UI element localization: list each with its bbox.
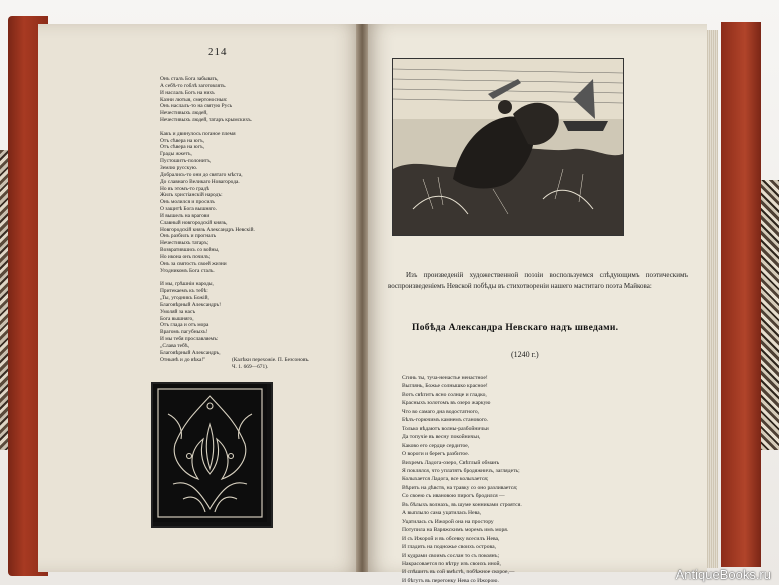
poem-line: Благовѣрный Александръ, — [160, 349, 221, 356]
poem-line: Но въ этомъ-то градѣ — [160, 185, 209, 192]
poem-line: О защитѣ Бога вышняго. — [160, 206, 217, 213]
poem-line: „Ты, угодникъ Божій, — [160, 295, 209, 301]
poem-line: Вотъ свѣтитъ ясно солнце и гладко, — [402, 391, 487, 398]
poem-line: Благовѣрный Александръ! — [160, 301, 222, 308]
poem-line: Но икона онъ почилъ; — [160, 253, 211, 260]
poem-line: О вороги и берегъ разбитое. — [402, 451, 470, 458]
poem-line: А себѣ-то гоблѣ заготовлять. — [160, 82, 227, 89]
watermark: AntiqueBooks.ru — [675, 567, 771, 582]
caption-line: Ч. 1. 669—671). — [232, 364, 269, 370]
battle-scene-icon — [393, 59, 623, 235]
poem-line: Новгородскій князь Александръ Невскій. — [160, 226, 255, 233]
poem-line: Врагомъ пагубныхъ! — [160, 329, 208, 336]
poem-year: (1240 г.) — [511, 350, 539, 359]
poem-line: Я поклялся, что уплатятъ бродяжничъ, заглядеть; — [402, 467, 520, 474]
poem-line: Отъ сѣвера на югъ, — [160, 137, 205, 144]
poem-line: Вѣрить на дѣвств, на травку со оно разливается; — [402, 484, 518, 491]
poem-line: Онъ сталъ Бога забывать, — [160, 76, 219, 82]
poem-line: Угодникомъ Бога сталъ. — [160, 267, 215, 274]
poem-line: Нечестивыхъ людей, татаръ крымскихъ. — [160, 117, 253, 124]
left-poem — [160, 76, 330, 363]
book-gutter — [356, 24, 368, 572]
poem-line: И кудрами своимъ сослан то съ покоянъ; — [402, 552, 500, 559]
poem-line: Онъ за святость своей жизни — [160, 260, 227, 267]
poem-line: И съ Ижорой и въ обсевку всесилъ Нева, — [402, 535, 500, 542]
poem-line: Колыхается Ладога, все колыхается; — [402, 476, 489, 483]
poem-line: Накрасовается по вѣтру изъ своихъ иной, — [402, 560, 501, 567]
poem-line: Вихремъ Ладога-озеро, Свѣтлый обманъ — [402, 459, 500, 466]
poem-line: Нечестивыхъ татаръ; — [160, 240, 209, 247]
poem-line: Каково его сердце сердитое, — [402, 442, 470, 449]
poem-line: Онъ наслалъ-то на святую Русь — [160, 103, 233, 110]
poem-line: Отъ сѣвера на югъ, — [160, 144, 205, 151]
caption-line: (Калѣки перехожіе. П. Безсоновъ. — [232, 357, 310, 363]
poem-line: Отъ глада и отъ мора — [160, 322, 209, 329]
right-poem — [402, 374, 702, 585]
poem-line: И мы тебя прославляемъ: — [160, 336, 219, 343]
poem-line: Онъ разбилъ и прогналъ — [160, 233, 217, 240]
poem-line: Онъ молился и просилъ — [160, 199, 215, 206]
poem-line: Славный новгородскій князь, — [160, 219, 228, 226]
poem-line: Въ бѣлыхъ волнахъ, въ шуме конниками строятся. — [402, 501, 522, 508]
poem-line: Возвратившись со войны, — [160, 247, 220, 254]
poem-title: Побѣда Александра Невскаго надъ шведами. — [412, 323, 619, 333]
poem-line: И мы, грѣшніи народы, — [160, 281, 214, 288]
poem-line: Отнынѣ и до вѣка!" — [160, 356, 206, 363]
poem-line: Сгинь ты, туча-ненастье ненастное! — [402, 375, 488, 381]
poem-line: Со своею съ ивановою пирогъ бродился — — [402, 493, 505, 500]
poem-line: Уцатилась съ Ижорой она на простору — [402, 518, 494, 525]
poem-line: Жилъ христіанскій народъ: — [160, 192, 223, 199]
poem-line: И наслалъ Богъ на нихъ — [160, 89, 215, 96]
poem-line: До славнаго Великаго Новагорода. — [160, 178, 240, 185]
poem-line: Только вѣдаютъ волны-разбойничьи — [402, 425, 489, 432]
poem-line: Красныхъ золотомъ въ озеро жаркую — [402, 400, 491, 407]
poem-line: Нечестивыхъ людей, — [160, 110, 208, 117]
poem-line: И спѣшитъ въ сой вмѣстѣ, побѣжное скорое,— — [402, 569, 515, 576]
intro-paragraph: Изъ произведеній художественной поэзіи воспользуемся слѣдующимъ поэтическимъ воспроизведеніемъ Невской побѣды въ стихотвореніи нашего маститаго поэта Майкова: — [388, 271, 688, 290]
poem-line: Добрались-то они до святаго мѣста, — [160, 171, 243, 178]
poem-line: Выглянь, Божье солнышко красное! — [402, 383, 488, 390]
poem-line: Грады жжетъ, — [160, 151, 192, 158]
ornament-pattern-icon — [153, 384, 267, 522]
poem-line: „Слава тебѣ, — [160, 342, 190, 349]
poem-line: И вышелъ на врагови — [160, 212, 210, 219]
poem-line: Потупила на Варяжскимъ моремъ имъ моря. — [402, 527, 509, 534]
page-number: 214 — [208, 46, 228, 58]
right-cover-board — [721, 22, 761, 567]
poem-line: Бѣлъ-горючимъ камнемъ станового. — [402, 417, 489, 424]
battle-illustration — [392, 58, 624, 236]
poem-line: Казни лютыя, смертоносныя: — [160, 96, 228, 103]
poem-line: Бога вышняго, — [160, 315, 194, 322]
poem-line: Да топучіе въ весну покойничьи, — [402, 434, 481, 441]
poem-line: А выплыло сама уцатилась Нева, — [402, 510, 482, 517]
poem-line: Какъ и двинулось поганое племя — [160, 130, 236, 137]
poem-line: Умоляй за насъ — [160, 308, 196, 315]
poem-line: Землю русскую. — [160, 164, 198, 171]
ornamental-engraving — [151, 382, 273, 528]
poem-line: Что во самаго дна водостатного, — [402, 408, 480, 415]
left-source-caption — [232, 357, 309, 371]
poem-line: И бѣгутъ въ перегонку Нева со Ижорою. — [402, 577, 499, 584]
poem-line: Пустошитъ-полонитъ, — [160, 158, 212, 165]
poem-line — [160, 124, 330, 131]
poem-line: Притекаемъ къ тебѣ: — [160, 288, 208, 295]
poem-line: И гладить на подножье своихъ острова, — [402, 544, 496, 551]
